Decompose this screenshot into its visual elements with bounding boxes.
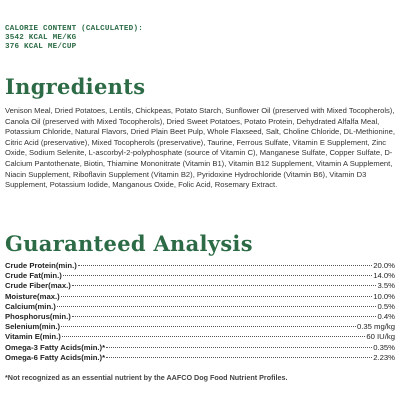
dot-leader bbox=[61, 296, 372, 297]
nutrient-label: Crude Protein bbox=[5, 261, 56, 270]
nutrient-label: Phosphorus bbox=[5, 311, 50, 321]
dot-leader bbox=[62, 336, 366, 337]
dot-leader bbox=[106, 357, 372, 358]
nutrient-value: 0.35% bbox=[373, 342, 395, 352]
dot-leader bbox=[61, 326, 356, 327]
dot-leader bbox=[63, 275, 372, 276]
nutrient-label: Crude Fat bbox=[5, 271, 41, 281]
nutrient-value: 2.23% bbox=[373, 352, 395, 362]
analysis-row bbox=[5, 292, 395, 302]
analysis-row bbox=[5, 322, 395, 332]
analysis-row bbox=[5, 302, 395, 312]
nutrient-label: Omega-6 Fatty Acids bbox=[5, 352, 82, 362]
nutrient-value: 0.4% bbox=[377, 311, 395, 321]
dot-leader bbox=[57, 306, 377, 307]
nutrient-qualifier: (min.) bbox=[39, 322, 61, 332]
analysis-row bbox=[5, 261, 395, 271]
analysis-row bbox=[5, 271, 395, 281]
nutrient-qualifier: (min.) bbox=[39, 332, 61, 342]
aafco-footnote: *Not recognized as an essential nutrient by the AAFCO Dog Food Nutrient Profiles. bbox=[5, 373, 288, 382]
nutrient-qualifier: (min.)* bbox=[81, 352, 106, 362]
nutrient-label: Omega-3 Fatty Acids bbox=[5, 342, 82, 352]
dot-leader bbox=[72, 285, 377, 286]
calorie-per-kg: 3542 KCAL ME/KG bbox=[5, 34, 77, 42]
analysis-row bbox=[5, 343, 395, 353]
analysis-row bbox=[5, 281, 395, 291]
dot-leader bbox=[78, 265, 372, 266]
nutrient-label: Selenium bbox=[5, 322, 40, 332]
nutrient-qualifier: (min.) bbox=[49, 311, 71, 321]
nutrient-value: 14.0% bbox=[373, 271, 395, 281]
nutrient-qualifier: (max.) bbox=[48, 281, 71, 291]
calorie-content bbox=[5, 25, 143, 52]
nutrient-value: 3.5% bbox=[377, 281, 395, 291]
calorie-heading: CALORIE CONTENT (CALCULATED): bbox=[5, 25, 143, 33]
nutrient-qualifier: (min.)* bbox=[81, 342, 106, 352]
analysis-row bbox=[5, 353, 395, 363]
nutrient-value: 0.5% bbox=[377, 301, 395, 311]
guaranteed-analysis-heading: Guaranteed Analysis bbox=[5, 231, 253, 256]
nutrient-value: 20.0% bbox=[373, 261, 395, 270]
guaranteed-analysis-table bbox=[5, 261, 395, 363]
calorie-per-cup: 376 KCAL ME/CUP bbox=[5, 43, 77, 51]
dot-leader bbox=[106, 347, 372, 348]
nutrient-value: 0.35 mg/kg bbox=[356, 322, 395, 332]
nutrient-label: Crude Fiber bbox=[5, 281, 49, 291]
nutrient-qualifier: (min.) bbox=[40, 271, 62, 281]
nutrient-label: Vitamin E bbox=[5, 332, 40, 342]
nutrient-qualifier: (min.) bbox=[55, 261, 77, 270]
nutrient-qualifier: (max.) bbox=[37, 291, 60, 301]
nutrient-value: 10.0% bbox=[373, 291, 395, 301]
ingredients-list: Venison Meal, Dried Potatoes, Lentils, Chickpeas, Potato Starch, Sunflower Oil (preserved with Mixed Tocopherols), Canola Oil (preserved with Mixed Tocopherols), Dried Sweet Potatoes, Potato Protein, Dehydrated Alfalfa Meal, Potassium Chloride, Natural Flavors, Dried Plain Beet Pulp, Whole Flaxseed, Salt, Choline Chloride, DL-Methionine, Citric Acid (preservative), Mixed Tocopherols (preservative), Taurine, Ferrous Sulfate, Vitamin E Supplement, Zinc Oxide, Sodium Selenite, L-ascorbyl-2-polyphosphate (source of Vitamin C), Manganese Sulfate, Copper Sulfate, D-Calcium Pantothenate, Biotin, Thiamine Mononitrate (Vitamin B1), Vitamin B12 Supplement, Vitamin A Supplement, Niacin Supplement, Riboflavin Supplement (Vitamin B2), Pyridoxine Hydrochloride (Vitamin B6), Vitamin D3 Supplement, Potassium Iodide, Manganous Oxide, Folic Acid, Rosemary Extract. bbox=[5, 106, 395, 190]
nutrient-label: Calcium bbox=[5, 301, 35, 311]
analysis-row bbox=[5, 332, 395, 342]
nutrient-label: Moisture bbox=[5, 291, 38, 301]
nutrient-qualifier: (min.) bbox=[34, 301, 56, 311]
ingredients-heading: Ingredients bbox=[5, 74, 146, 99]
nutrient-value: 60 IU/kg bbox=[366, 332, 395, 342]
analysis-row bbox=[5, 312, 395, 322]
dot-leader bbox=[72, 316, 377, 317]
